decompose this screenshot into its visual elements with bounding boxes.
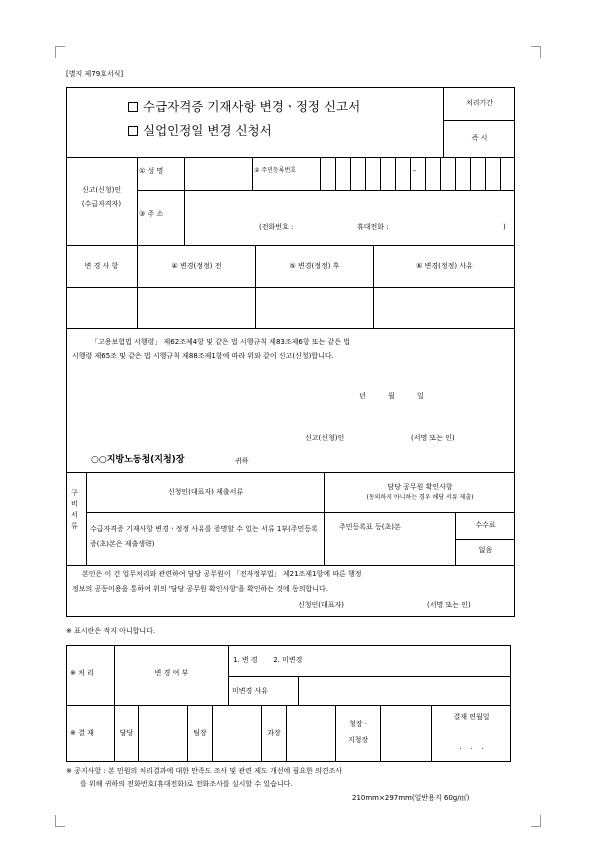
row-line (66, 705, 511, 706)
rrn-box (500, 157, 501, 190)
change-before-field[interactable] (138, 288, 254, 327)
processing-label: ※ 처 리 (70, 669, 94, 677)
rrn-box (395, 157, 396, 190)
form-number: [별지 제79호서식] (66, 70, 124, 78)
rrn-box (425, 157, 426, 190)
mobile-label: 휴대전화 : (357, 223, 389, 231)
statement-line-2: 시행령 제65조 및 같은 법 시행규칙 제88조제1항에 따라 위와 같이 신고(신청)합니다. (72, 352, 334, 360)
title-line-2 (128, 124, 272, 138)
addressee: ○○지방노동청(지청)장 (91, 455, 185, 465)
row-line (66, 472, 515, 473)
col-line (114, 645, 115, 762)
applicant-label: 신고(신청)인 (81, 186, 122, 194)
required-doc-1: 수급자격증 기재사항 변경ㆍ정정 사유를 증명할 수 있는 서류 1부(주민등록증(초)본은 제출생략) (90, 525, 318, 548)
title-text-1: 수급자격증 기재사항 변경ㆍ정정 신고서 (143, 99, 361, 114)
col-line (380, 705, 381, 762)
crop-mark (55, 46, 56, 58)
col-line (228, 645, 229, 705)
col-line (298, 676, 299, 705)
checkbox-icon[interactable] (128, 126, 138, 136)
processing-divider (443, 120, 515, 121)
name-label: ① 성 명 (139, 167, 164, 175)
change-after-label: ⑤ 변경(정정) 후 (289, 262, 340, 270)
consent-signer: 신청인(대표자) (298, 601, 345, 609)
title-text-2: 실업인정일 변경 신청서 (143, 123, 272, 138)
fee-value: 없음 (478, 546, 493, 554)
checkbox-icon[interactable] (128, 102, 138, 112)
change-before-label: ④ 변경(정정) 전 (171, 262, 222, 270)
name-field[interactable] (185, 158, 251, 189)
col-line (286, 705, 287, 762)
approval-col-2: 팀장 (193, 729, 207, 737)
row-line (66, 328, 515, 329)
statement-date: 년 월 일 (359, 392, 424, 400)
change-after-field[interactable] (256, 288, 372, 327)
crop-mark (540, 46, 541, 58)
crop-mark (531, 46, 541, 47)
address-label: ③ 주 소 (139, 210, 164, 218)
survey-notice-2: 를 위해 귀하의 전화번호(휴대전화)로 전화조사를 실시할 수 있습니다. (80, 780, 293, 788)
phone-label: (전화번호 : (259, 223, 294, 231)
rrn-box (350, 157, 351, 190)
survey-notice-1: ※ 공지사항 : 본 민원의 처리결과에 대한 만족도 조사 및 관련 제도 개선에 필요한 의견조사 (66, 767, 343, 775)
rrn-box (320, 157, 321, 190)
row-line (66, 157, 515, 158)
unchanged-reason-label: 미변경 사유 (232, 687, 269, 695)
office-note: ※ 표시란은 적지 아니합니다. (66, 627, 156, 635)
applicant-sub-label: (수급자격자) (81, 200, 122, 208)
row-line (66, 245, 515, 246)
processing-period-value: 즉 시 (471, 134, 488, 142)
change-reason-label: ⑥ 변경(정정) 사유 (416, 262, 473, 270)
row-line (228, 676, 511, 677)
rrn-dash: - (413, 166, 416, 175)
address-field[interactable] (185, 191, 514, 221)
change-question-label: 변 경 여 부 (154, 669, 189, 677)
col-line (138, 705, 139, 762)
rrn-box (335, 157, 336, 190)
rrn-box (470, 157, 471, 190)
paper-spec: 210mm×297mm(일반용지 60g/㎡) (352, 794, 470, 802)
rrn-box (440, 157, 441, 190)
col-line (335, 705, 336, 762)
official-doc-1: 주민등록표 등(초)본 (339, 523, 401, 531)
crop-mark (55, 826, 65, 827)
change-reason-field[interactable] (374, 288, 514, 327)
rrn-box (380, 157, 381, 190)
statement-line-1: 「고용보험법 시행령」 제62조제4항 및 같은 법 시행규칙 제83조제6항 또는 같은 법 (91, 338, 351, 346)
approval-col-4a: 청장 · (349, 720, 367, 728)
consent-line-1: 본인은 이 건 업무처리와 관련하여 담당 공무원이 「전자정부법」 제21조제1항에 따른 행정 (82, 570, 362, 578)
approval-col-4b: 지청장 (347, 736, 369, 744)
crop-mark (531, 826, 541, 827)
rrn-label: ② 주민등록번호 (254, 167, 297, 174)
consent-sign: (서명 또는 인) (427, 601, 471, 609)
title-line-1 (128, 100, 360, 114)
statement-signer: 신고(신청)인 (305, 434, 345, 442)
col-line (137, 157, 138, 245)
fee-label: 수수료 (475, 521, 496, 529)
row-line (455, 539, 515, 540)
rrn-box (485, 157, 486, 190)
approval-col-3: 과장 (267, 729, 281, 737)
submitter-docs-label: 신청인(대표자) 제출서류 (167, 488, 244, 496)
consent-line-2: 정보의 공동이용을 통하여 위의 '담당 공무원 확인사항'을 확인하는 것에 동의합니다. (72, 585, 329, 593)
docs-side-label: 구비서류 (71, 489, 78, 530)
official-check-title: 담당 공무원 확인사항 (387, 483, 453, 491)
rrn-box (455, 157, 456, 190)
changes-label: 변 경 사 항 (84, 262, 119, 270)
row-line (66, 565, 515, 566)
rrn-box (410, 157, 411, 190)
addressee-suffix: 귀하 (235, 457, 249, 465)
approval-col-1: 담당 (119, 729, 134, 737)
statement-sign: (서명 또는 인) (411, 434, 455, 442)
row-line (86, 512, 515, 513)
col-line (86, 472, 87, 565)
approval-date-value: . . . (459, 743, 484, 751)
col-line (252, 157, 253, 190)
approval-date-label: 결재 연월일 (453, 713, 490, 721)
col-line (212, 705, 213, 762)
official-check-sub: (동의하지 아니하는 경우 해당 서류 제출) (366, 494, 474, 501)
crop-mark (55, 46, 65, 47)
change-options: 1. 변 경 2. 미변경 (233, 656, 303, 664)
processing-period-label: 처리기간 (465, 99, 494, 107)
title-divider (443, 87, 444, 157)
close-paren: ) (503, 223, 506, 231)
approval-label: ※ 결 재 (70, 729, 94, 737)
rrn-box (365, 157, 366, 190)
